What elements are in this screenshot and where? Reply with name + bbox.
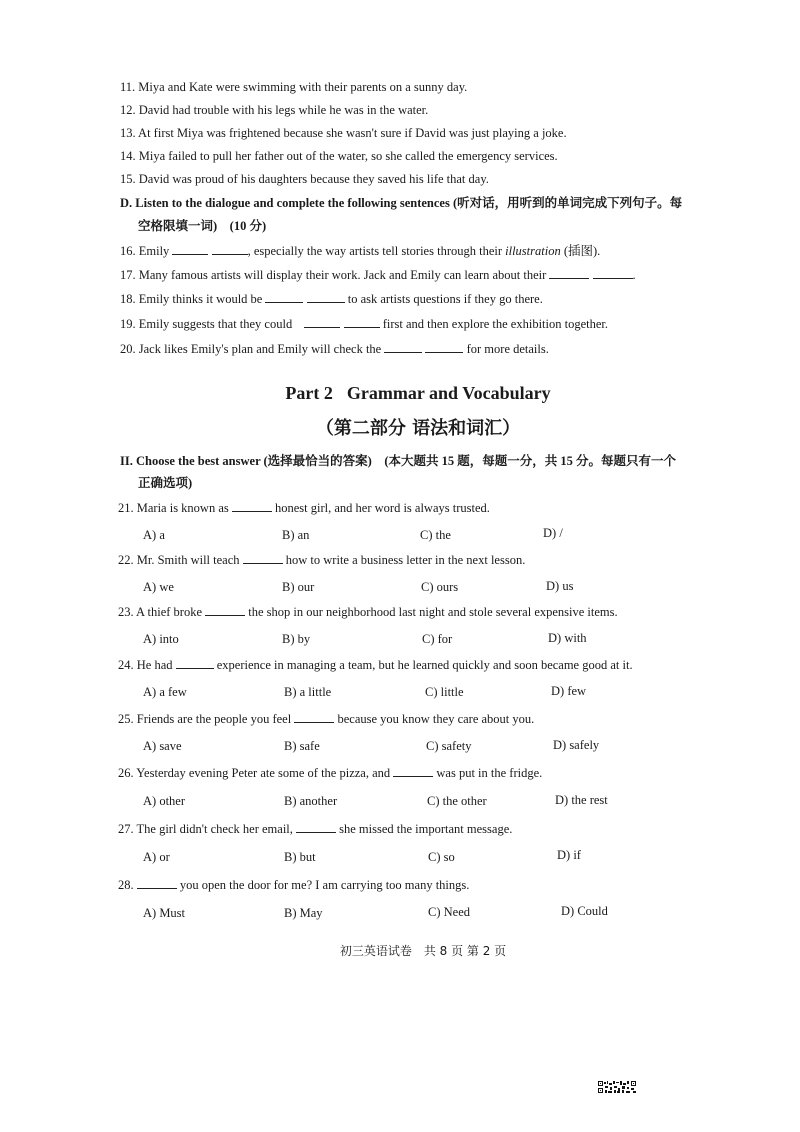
q22-option-b[interactable]: B) our bbox=[282, 580, 315, 594]
q27-option-b[interactable]: B) but bbox=[284, 850, 316, 864]
q24-after: experience in managing a team, but he learned quickly and soon became good at it. bbox=[216, 658, 633, 672]
mc-question-24 bbox=[118, 657, 633, 673]
part-2-title bbox=[0, 383, 800, 404]
blank-21 bbox=[232, 500, 272, 512]
blank-19a bbox=[304, 316, 340, 328]
part-2-name: Grammar and Vocabulary bbox=[346, 383, 551, 403]
fill-question-17 bbox=[120, 267, 636, 283]
blank-24 bbox=[176, 657, 214, 669]
q19-end: first and then explore the exhibition together. bbox=[382, 317, 609, 331]
q26-option-b[interactable]: B) another bbox=[284, 794, 338, 808]
blank-20b bbox=[425, 341, 463, 353]
fill-question-20 bbox=[120, 341, 549, 357]
q22-before: 22. Mr. Smith will teach bbox=[118, 553, 240, 567]
blank-25 bbox=[294, 711, 334, 723]
page-footer: 初三英语试卷 共 8 页 第 2 页 bbox=[339, 944, 507, 958]
q23-before: 23. A thief broke bbox=[118, 605, 203, 619]
q23-option-c[interactable]: C) for bbox=[422, 632, 453, 646]
q26-option-a[interactable]: A) other bbox=[143, 794, 185, 808]
statement-12: 12. David had trouble with his legs while he was in the water. bbox=[120, 103, 429, 117]
blank-26 bbox=[393, 765, 433, 777]
q28-option-a[interactable]: A) Must bbox=[143, 906, 186, 920]
blank-22 bbox=[243, 552, 283, 564]
section-ii-heading-cont: 正确选项) bbox=[138, 476, 193, 490]
q26-after: was put in the fridge. bbox=[436, 766, 543, 780]
blank-19b bbox=[344, 316, 380, 328]
q27-before: 27. The girl didn't check her email, bbox=[118, 822, 293, 836]
fill-question-18 bbox=[120, 291, 543, 307]
blank-16a bbox=[172, 243, 208, 255]
q23-option-b[interactable]: B) by bbox=[282, 632, 311, 646]
blank-18b bbox=[307, 291, 345, 303]
q20-end: for more details. bbox=[466, 342, 549, 356]
q25-option-d[interactable]: D) safely bbox=[553, 738, 600, 752]
blank-27 bbox=[296, 821, 336, 833]
q21-option-a[interactable]: A) a bbox=[143, 528, 165, 542]
q17-end: . bbox=[632, 268, 636, 282]
mc-question-26 bbox=[118, 765, 542, 781]
q27-option-c[interactable]: C) so bbox=[428, 850, 455, 864]
blank-28 bbox=[137, 877, 177, 889]
q17-start: 17. Many famous artists will display their work. Jack and Emily can learn about their bbox=[120, 268, 547, 282]
q25-option-a[interactable]: A) save bbox=[143, 739, 182, 753]
blank-16b bbox=[212, 243, 248, 255]
q28-before: 28. bbox=[118, 878, 134, 892]
q25-option-b[interactable]: B) safe bbox=[284, 739, 320, 753]
blank-17a bbox=[549, 267, 589, 279]
q27-option-d[interactable]: D) if bbox=[557, 848, 581, 862]
q19-start: 19. Emily suggests that they could bbox=[120, 317, 293, 331]
section-ii-heading: II. Choose the best answer (选择最恰当的答案) (本大题共 15 题，每题一分，共 15 分。每题只有一个 bbox=[120, 454, 677, 468]
q24-before: 24. He had bbox=[118, 658, 173, 672]
blank-23 bbox=[205, 604, 245, 616]
q28-option-b[interactable]: B) May bbox=[284, 906, 323, 920]
q24-option-a[interactable]: A) a few bbox=[143, 685, 187, 699]
q18-start: 18. Emily thinks it would be bbox=[120, 292, 263, 306]
q22-option-a[interactable]: A) we bbox=[143, 580, 174, 594]
q27-option-a[interactable]: A) or bbox=[143, 850, 170, 864]
mc-question-27 bbox=[118, 821, 512, 837]
fill-question-16 bbox=[120, 243, 600, 259]
q22-option-d[interactable]: D) us bbox=[546, 579, 574, 593]
qr-code-icon bbox=[598, 1081, 636, 1093]
statement-15: 15. David was proud of his daughters because they saved his life that day. bbox=[120, 172, 489, 186]
q20-start: 20. Jack likes Emily's plan and Emily will check the bbox=[120, 342, 382, 356]
part-2-subtitle: （第二部分 语法和词汇） bbox=[315, 418, 521, 439]
q16-italic-word: illustration bbox=[505, 244, 561, 258]
q27-after: she missed the important message. bbox=[339, 822, 513, 836]
q22-after: how to write a business letter in the next lesson. bbox=[285, 553, 526, 567]
q24-option-b[interactable]: B) a little bbox=[284, 685, 332, 699]
q22-option-c[interactable]: C) ours bbox=[421, 580, 459, 594]
q16-mid: , especially the way artists tell stories through their bbox=[247, 244, 503, 258]
q28-option-c[interactable]: C) Need bbox=[428, 905, 470, 919]
q25-before: 25. Friends are the people you feel bbox=[118, 712, 292, 726]
q23-option-a[interactable]: A) into bbox=[143, 632, 179, 646]
mc-question-28 bbox=[118, 877, 469, 893]
q16-start: 16. Emily bbox=[120, 244, 170, 258]
blank-20a bbox=[384, 341, 422, 353]
q21-option-c[interactable]: C) the bbox=[420, 528, 451, 542]
statement-11: 11. Miya and Kate were swimming with their parents on a sunny day. bbox=[120, 80, 468, 94]
q23-option-d[interactable]: D) with bbox=[548, 631, 587, 645]
blank-18a bbox=[265, 291, 303, 303]
q28-after: you open the door for me? I am carrying too many things. bbox=[179, 878, 470, 892]
q26-option-c[interactable]: C) the other bbox=[427, 794, 487, 808]
mc-question-23 bbox=[118, 604, 618, 620]
mc-question-25 bbox=[118, 711, 534, 727]
q28-option-d[interactable]: D) Could bbox=[561, 904, 608, 918]
q18-end: to ask artists questions if they go there. bbox=[347, 292, 543, 306]
mc-question-22 bbox=[118, 552, 525, 568]
statement-14: 14. Miya failed to pull her father out of the water, so she called the emergency services. bbox=[120, 149, 558, 163]
q23-after: the shop in our neighborhood last night and stole several expensive items. bbox=[248, 605, 618, 619]
section-d-heading-cont: 空格限填一词) (10 分) bbox=[138, 219, 267, 233]
section-d-heading: D. Listen to the dialogue and complete the following sentences (听对话，用听到的单词完成下列句子。每 bbox=[120, 196, 683, 210]
part-2-label: Part 2 bbox=[285, 383, 333, 403]
statement-13: 13. At first Miya was frightened because she wasn't sure if David was just playing a joke. bbox=[120, 126, 567, 140]
q24-option-d[interactable]: D) few bbox=[551, 684, 587, 698]
q25-option-c[interactable]: C) safety bbox=[426, 739, 472, 753]
blank-17b bbox=[593, 267, 633, 279]
q21-after: honest girl, and her word is always trusted. bbox=[275, 501, 490, 515]
mc-question-21 bbox=[118, 500, 490, 516]
q24-option-c[interactable]: C) little bbox=[425, 685, 464, 699]
q21-option-d[interactable]: D) / bbox=[543, 526, 563, 540]
q25-after: because you know they care about you. bbox=[337, 712, 535, 726]
q21-option-b[interactable]: B) an bbox=[282, 528, 310, 542]
q26-before: 26. Yesterday evening Peter ate some of the pizza, and bbox=[118, 766, 391, 780]
fill-question-19 bbox=[120, 316, 608, 332]
q16-end: (插图). bbox=[563, 244, 601, 258]
q26-option-d[interactable]: D) the rest bbox=[555, 793, 608, 807]
q21-before: 21. Maria is known as bbox=[118, 501, 229, 515]
